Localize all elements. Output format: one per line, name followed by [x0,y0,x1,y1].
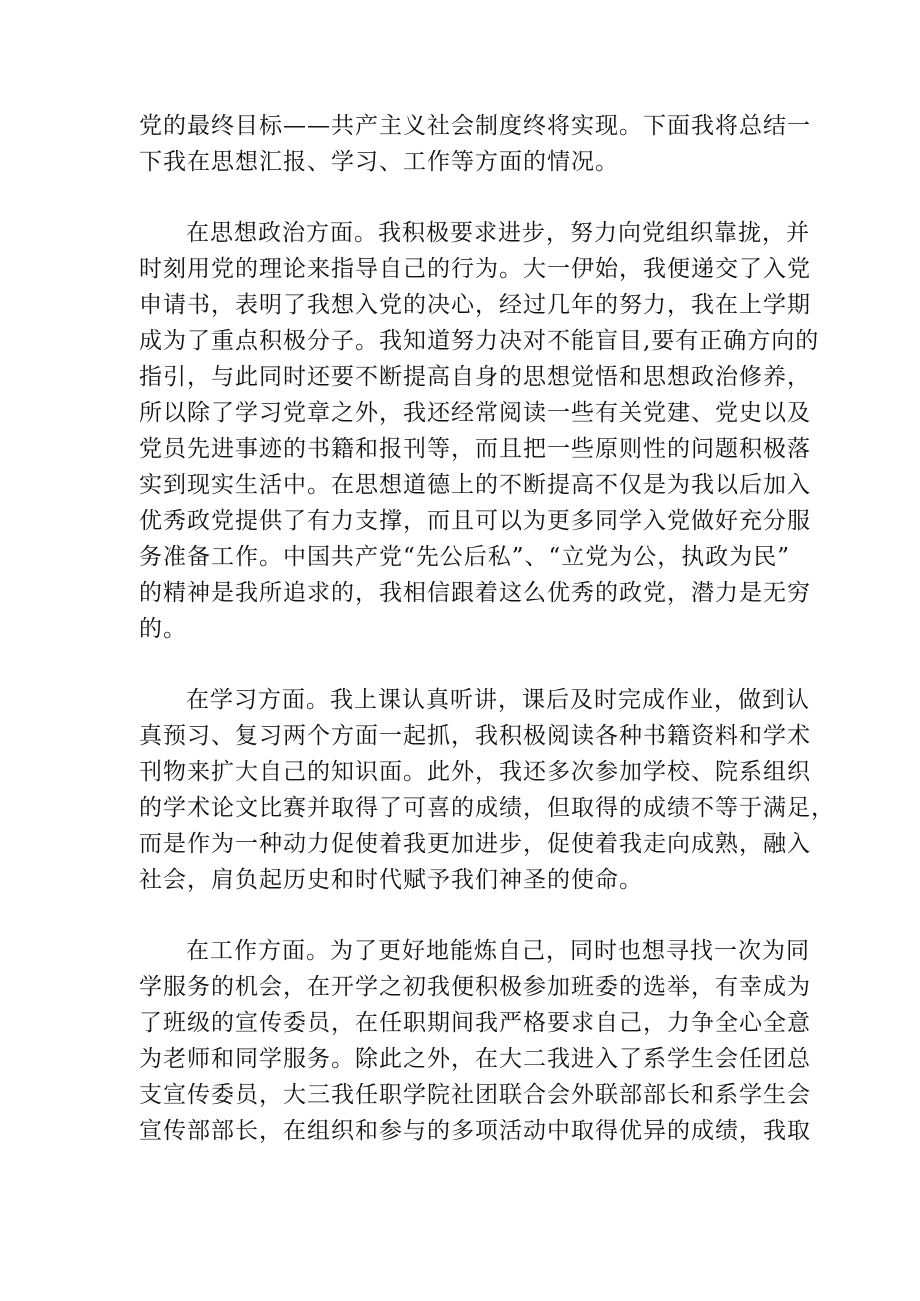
text-line: 指引，与此同时还要不断提高自身的思想觉悟和思想政治修养， [139,364,811,390]
text-line: 优秀政党提供了有力支撑，而且可以为更多同学入党做好充分服 [139,508,811,534]
text-line: 实到现实生活中。在思想道德上的不断提高不仅是为我以后加入 [139,472,811,498]
text-line: 在工作方面。为了更好地能炼自己，同时也想寻找一次为同 [186,938,810,964]
text-line: 的学术论文比赛并取得了可喜的成绩，但取得的成绩不等于满足， [139,795,835,821]
text-line: 成为了重点积极分子。我知道努力决对不能盲目,要有正确方向的 [139,328,820,354]
text-line: 为老师和同学服务。除此之外，在大二我进入了系学生会任团总 [139,1046,811,1072]
text-line: 时刻用党的理论来指导自己的行为。大一伊始，我便递交了入党 [139,256,811,282]
text-line: 在学习方面。我上课认真听讲，课后及时完成作业，做到认 [186,687,810,713]
text-line: 党的最终目标——共产主义社会制度终将实现。下面我将总结一 [139,113,811,139]
text-line: 刊物来扩大自己的知识面。此外，我还多次参加学校、院系组织 [139,759,811,785]
text-line: 学服务的机会，在开学之初我便积极参加班委的选举，有幸成为 [139,974,811,1000]
text-line: 下我在思想汇报、学习、工作等方面的情况。 [139,149,619,175]
text-line: 社会，肩负起历史和时代赋予我们神圣的使命。 [139,867,643,893]
paragraph-work [139,933,811,1149]
paragraph-intro [139,108,811,180]
text-line: 宣传部部长，在组织和参与的多项活动中取得优异的成绩，我取 [139,1118,811,1144]
text-line: 了班级的宣传委员，在任职期间我严格要求自己，力争全心全意 [139,1010,811,1036]
text-line: 在思想政治方面。我积极要求进步，努力向党组织靠拢，并 [186,220,810,246]
paragraph-study [139,682,835,898]
text-line: 申请书，表明了我想入党的决心，经过几年的努力，我在上学期 [139,292,811,318]
paragraph-thought [139,215,820,647]
text-line: 真预习、复习两个方面一起抓，我积极阅读各种书籍资料和学术 [139,723,811,749]
text-line: 而是作为一种动力促使着我更加进步，促使着我走向成熟，融入 [139,831,811,857]
text-line: 所以除了学习党章之外，我还经常阅读一些有关党建、党史以及 [139,400,811,426]
text-line: 的精神是我所追求的，我相信跟着这么优秀的政党，潜力是无穷 [139,580,811,606]
text-line: 的。 [139,616,187,642]
text-line: 支宣传委员，大三我任职学院社团联合会外联部部长和系学生会 [139,1082,811,1108]
text-line: 务准备工作。中国共产党“先公后私”、“立党为公，执政为民” [139,544,791,570]
text-line: 党员先进事迹的书籍和报刊等，而且把一些原则性的问题积极落 [139,436,811,462]
